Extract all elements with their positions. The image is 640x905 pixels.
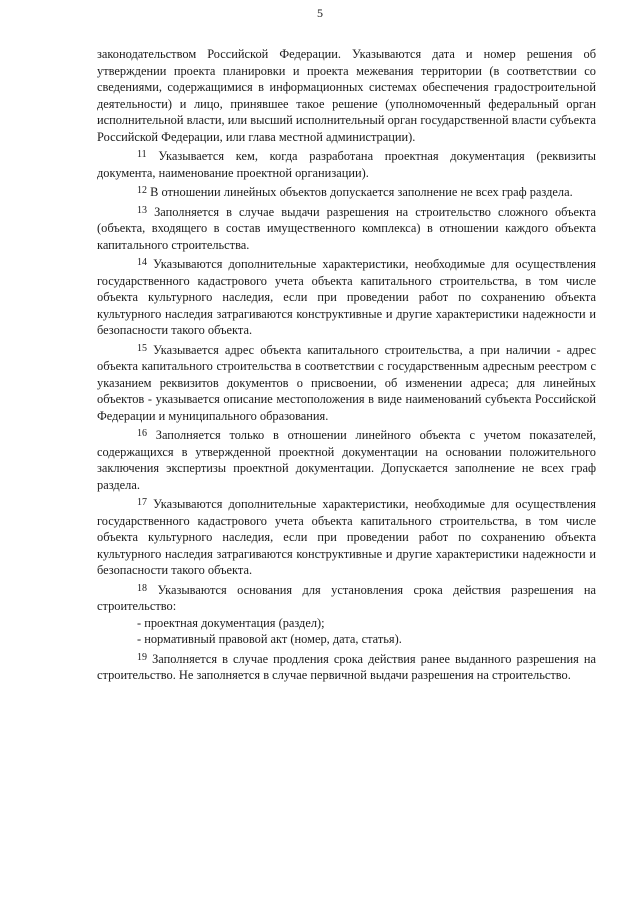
footnote-paragraph: $^{15}$ Указывается адрес объекта капитального строительства, а при наличии - адрес объекта капитального строительства в соответствии с государственным адресным реестром с указанием реквизитов документов о присвоении, об изменении адреса; для линейных объектов - указывается описание местоположения в виде наименований субъекта Российской Федерации и муниципального образования. (97, 342, 596, 423)
footnote-marker: 12 (137, 185, 147, 196)
footnote-marker: 13 (137, 204, 147, 216)
footnote-marker: 17 (137, 497, 147, 508)
footnote-paragraph: $^{11}$ Указывается кем, когда разработана проектная документация (реквизиты документа, наименование проектной организации). (97, 149, 596, 180)
footnote-marker: 14 (137, 257, 147, 268)
paragraph-continuation: законодательством Российской Федерации. Указываются дата и номер решения об утверждении проекта планировки и проекта межевания территории (в соответствии со сведениями, содержащимися в информационных системах обеспечения градостроительной деятельности) и лицо, принявшее такое решение (уполномоченный федеральный орган исполнительной власти, или высший исполнительный орган государственной власти субъекта Российской Федерации, или глава местной администрации). (97, 47, 596, 144)
footnote-paragraph: $^{13}$ Заполняется в случае выдачи разрешения на строительство сложного объекта (объекта, входящего в состав имущественного комплекса) в отношении каждого объекта капитального строительства. (97, 204, 596, 252)
footnote-paragraph: $^{16}$ Заполняется только в отношении линейного объекта с учетом показателей, содержащихся в утвержденной проектной документации на основании положительного заключения экспертизы проектной документации. Допускается заполнение не всех граф раздела. (97, 428, 596, 492)
footnote-marker: 18 (137, 582, 147, 594)
footnote-paragraph: $^{19}$ Заполняется в случае продления срока действия ранее выданного разрешения на строительство. Не заполняется в случае первичной выдачи разрешения на строительство. (97, 651, 596, 682)
list-item: - нормативный правовой акт (номер, дата, статья). (137, 632, 402, 646)
footnote-marker: 11 (137, 149, 147, 160)
footnote-paragraph: $^{18}$ Указываются основания для установления срока действия разрешения на строительство: (97, 582, 596, 613)
footnote-marker: 16 (137, 428, 147, 439)
page-content (97, 46, 596, 687)
footnote-paragraph: $^{17}$ Указываются дополнительные характеристики, необходимые для осуществления государственного кадастрового учета объекта капитального строительства, в том числе объекта культурного наследия, если при проведении работ по сохранению объекта культурного наследия затрагиваются конструктивные и другие характеристики надежности и безопасности такого объекта. (97, 497, 596, 577)
footnote-marker: 19 (137, 651, 147, 663)
list-item: - проектная документация (раздел); (137, 615, 325, 630)
footnote-paragraph: $^{12}$ В отношении линейных объектов допускается заполнение не всех граф раздела. (137, 185, 573, 199)
footnote-marker: 15 (137, 342, 147, 354)
footnote-paragraph: $^{14}$ Указываются дополнительные характеристики, необходимые для осуществления государственного кадастрового учета объекта капитального строительства, в том числе объекта культурного наследия, если при проведении работ по сохранению объекта культурного наследия затрагиваются конструктивные и другие характеристики надежности и безопасности такого объекта. (97, 257, 596, 337)
page-number: 5 (317, 6, 323, 20)
